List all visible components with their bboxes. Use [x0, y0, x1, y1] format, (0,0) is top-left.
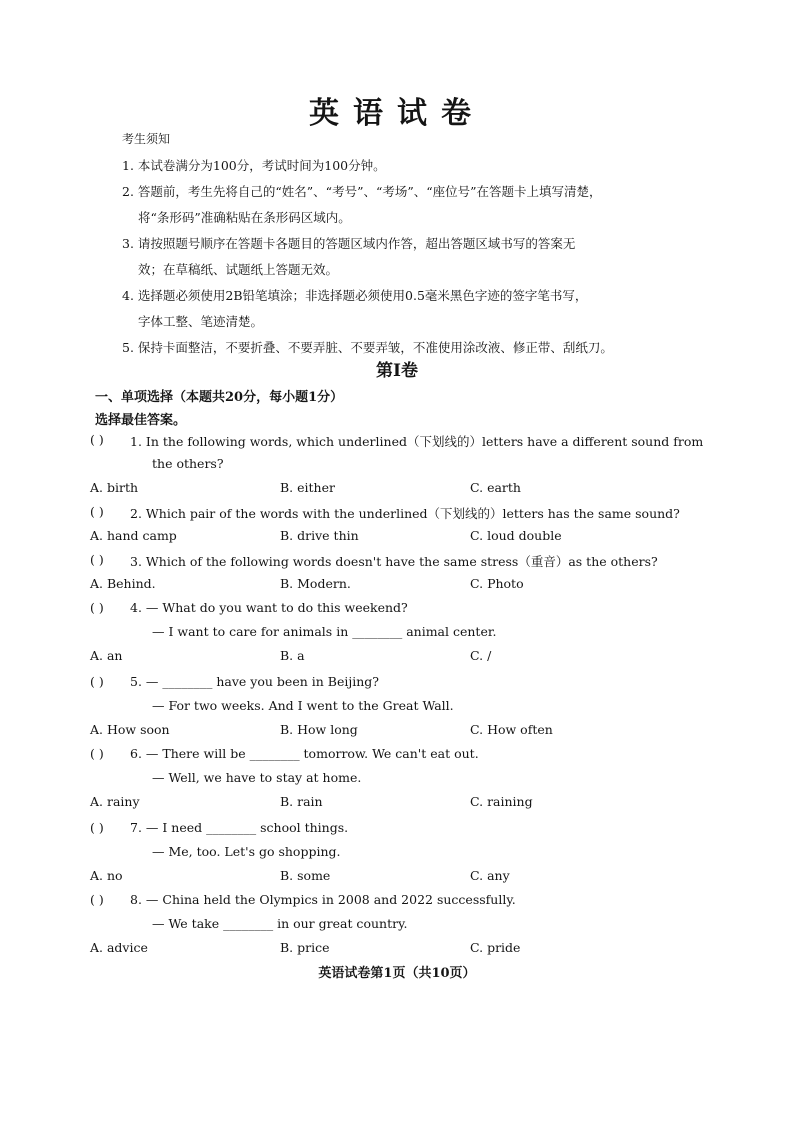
option-c: C. loud double — [470, 528, 562, 543]
page-footer: 英语试卷第1页（共10页） — [318, 966, 476, 981]
notice-item: 将“条形码”准确粘贴在条形码区域内。 — [138, 210, 351, 225]
question-text: 7. — I need ________ school things. — [130, 820, 349, 835]
option-b: B. a — [280, 648, 305, 663]
option-c: C. Photo — [470, 576, 524, 591]
answer-blank[interactable]: ( ) — [90, 552, 104, 567]
notice-item: 效；在草稿纸、试题纸上答题无效。 — [138, 262, 339, 277]
answer-blank[interactable]: ( ) — [90, 504, 104, 519]
option-c: C. pride — [470, 940, 521, 955]
option-a: A. hand camp — [90, 528, 177, 543]
question-text: — For two weeks. And I went to the Great Wall. — [152, 698, 454, 713]
option-b: B. price — [280, 940, 330, 955]
option-b: B. either — [280, 480, 335, 495]
answer-blank[interactable]: ( ) — [90, 820, 104, 835]
answer-blank[interactable]: ( ) — [90, 600, 104, 615]
section-title: 第Ⅰ卷 — [376, 361, 418, 381]
page-title: 英语试卷 — [309, 96, 485, 131]
option-a: A. Behind. — [90, 576, 156, 591]
option-a: A. no — [90, 868, 123, 883]
option-a: A. How soon — [90, 722, 170, 737]
instruction: 选择最佳答案。 — [95, 413, 187, 428]
answer-blank[interactable]: ( ) — [90, 674, 104, 689]
notice-item: 字体工整、笔迹清楚。 — [138, 314, 264, 329]
option-c: C. any — [470, 868, 510, 883]
option-a: A. an — [90, 648, 123, 663]
option-a: A. rainy — [90, 794, 140, 809]
question-text: — Me, too. Let's go shopping. — [152, 844, 341, 859]
notice-item: 3. 请按照题号顺序在答题卡各题目的答题区域内作答，超出答题区域书写的答案无 — [122, 236, 576, 251]
option-c: C. earth — [470, 480, 521, 495]
option-b: B. some — [280, 868, 331, 883]
option-b: B. How long — [280, 722, 358, 737]
part-heading: 一、单项选择（本题共20分，每小题1分） — [95, 390, 344, 405]
question-text: — Well, we have to stay at home. — [152, 770, 362, 785]
question-text: 5. — ________ have you been in Beijing? — [130, 674, 379, 689]
notice-item: 4. 选择题必须使用2B铅笔填涂；非选择题必须使用0.5毫米黑色字迹的签字笔书写， — [122, 288, 588, 303]
option-a: A. advice — [90, 940, 148, 955]
option-c: C. How often — [470, 722, 553, 737]
notice-item: 1. 本试卷满分为100分，考试时间为100分钟。 — [122, 158, 386, 173]
question-text: — I want to care for animals in ________ animal center. — [152, 624, 497, 639]
question-text: the others? — [152, 456, 224, 471]
option-b: B. drive thin — [280, 528, 359, 543]
option-c: C. raining — [470, 794, 533, 809]
notice-heading: 考生须知 — [122, 132, 171, 146]
question-text: 2. Which pair of the words with the underlined（下划线的）letters has the same sound? — [130, 506, 680, 521]
answer-blank[interactable]: ( ) — [90, 892, 104, 907]
question-number: 1. In the following words, which underlined（下划线的）letters have a different sound from — [130, 434, 704, 449]
notice-item: 2. 答题前，考生先将自己的“姓名”、“考号”、“考场”、“座位号”在答题卡上填写清楚， — [122, 184, 602, 199]
question-text: 3. Which of the following words doesn't have the same stress（重音）as the others? — [130, 554, 658, 569]
answer-blank[interactable]: ( ) — [90, 746, 104, 761]
question-text: — We take ________ in our great country. — [152, 916, 408, 931]
question-text: 8. — China held the Olympics in 2008 and 2022 successfully. — [130, 892, 516, 907]
notice-list — [122, 154, 712, 362]
answer-blank[interactable]: ( ) — [90, 432, 104, 447]
option-c: C. / — [470, 648, 492, 663]
question-text: 6. — There will be ________ tomorrow. We can't eat out. — [130, 746, 479, 761]
option-b: B. rain — [280, 794, 323, 809]
option-a: A. birth — [90, 480, 139, 495]
notice-item: 5. 保持卡面整洁，不要折叠、不要弄脏、不要弄皱，不准使用涂改液、修正带、刮纸刀。 — [122, 340, 613, 355]
option-b: B. Modern. — [280, 576, 351, 591]
question-text: 4. — What do you want to do this weekend? — [130, 600, 408, 615]
